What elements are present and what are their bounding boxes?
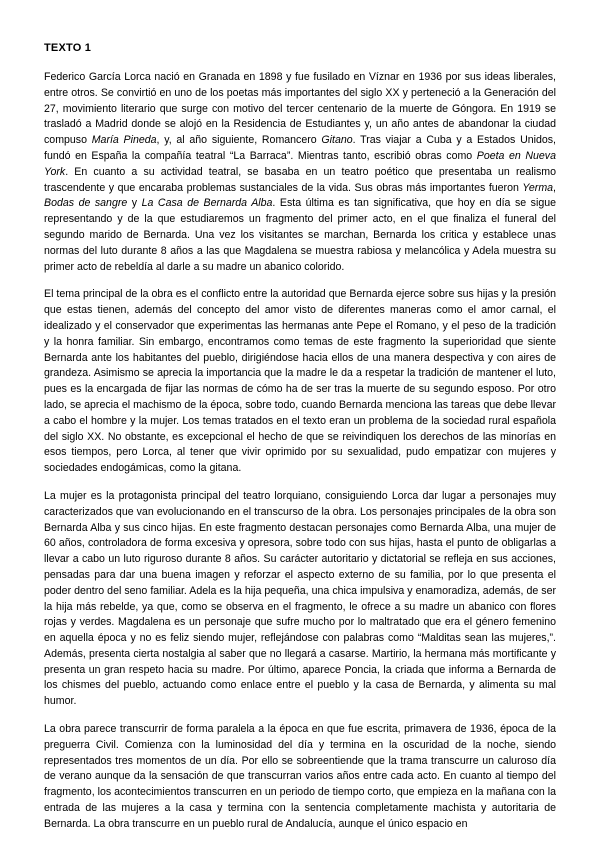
title-italic: María Pineda bbox=[91, 134, 157, 147]
title-italic: Gitano bbox=[321, 134, 353, 147]
text-run: y bbox=[127, 197, 142, 210]
title-italic: Bodas de sangre bbox=[44, 197, 128, 210]
text-run: La obra parece transcurrir de forma paralela a la época en que fue escrita, primavera de 1936, época de la preguerra Civil. Comienza con la luminosidad del día y termina en la oscuridad de la noche, siendo representados tres momentos de un día. Por ello se sobreentiende que la trama transcurre un caluroso día de verano aunque da la sensación de que transcurran varios años entre cada acto. En cuanto al tiempo del fragmento, los acontecimientos transcurren en un periodo de tiempo corto, que empieza en la mañana con la entrada de las mujeres a la casa y termina con la sentencia completamente machista y autoritaria de Bernarda. La obra transcurre en un pueblo rural de Andalucía, aunque el único espacio en bbox=[44, 723, 556, 830]
text-run: , bbox=[553, 181, 556, 194]
text-run: , y, al año siguiente, Romancero bbox=[156, 134, 322, 147]
title-italic: La Casa de Bernarda Alba bbox=[141, 197, 273, 210]
text-run: . Esta última es tan significativa, que hoy en día se sigue representando y de la que estudiaremos un fragmento del primer acto, en el que finaliza el funeral del segundo marido de Bernarda. Una vez los visitantes se marchan, Bernarda los critica y establece unas normas del luto durante 8 años a las que Magdalena se muestra rabiosa y melancólica y Adela muestra su primer acto de rebeldía al darle a su madre un abanico colorido. bbox=[44, 197, 556, 273]
text-run: . Tras viajar a Cuba y a Estados Unidos, fundó en España la compañía teatral “La Barraca”. Mientras tanto, escribió obras como bbox=[44, 134, 556, 162]
paragraph-4 bbox=[44, 722, 556, 833]
text-run: Federico García Lorca nació en Granada en 1898 y fue fusilado en Víznar en 1936 por sus ideas liberales, entre otros. Se convirtió en uno de los poetas más importantes del siglo XX y perteneció a la Generación del 27, movimiento literario que surge con motivo del tercer centenario de la muerte de Góngora. En 1919 se trasladó a Madrid donde se alojó en la Residencia de Estudiantes y, un año antes de abandonar la ciudad compuso bbox=[44, 71, 556, 147]
title-italic: Poeta en Nueva York bbox=[44, 149, 556, 178]
text-run: La mujer es la protagonista principal del teatro lorquiano, consiguiendo Lorca dar lugar a personajes muy caracterizados que van evolucionando en el transcurso de la obra. Los personajes principales de la obra son Bernarda Alba y sus cinco hijas. En este fragmento destacan personajes como Bernarda Alba, una mujer de 60 años, controladora de forma excesiva y opresora, sobre todo con sus hijas, hasta el punto de obligarlas a llevar a cabo un luto riguroso durante 8 años. Su carácter autoritario y dictatorial se refleja en sus acciones, pensadas para dar una buena imagen y reforzar el aspecto externo de su familia, por lo que presenta el poder dentro del seno familiar. Adela es la hija pequeña, una chica impulsiva y enamoradiza, además, de ser la hija más rebelde, ya que, como se observa en el fragmento, le ofrece a su madre un abanico con flores rojas y verdes. Magdalena es un personaje que sufre mucho por lo maltratado que era el género femenino en aquella época y no es feliz siendo mujer, reflejándose con palabras como “Malditas sean las mujeres,”. Además, presenta cierta nostalgia al saber que no llegará a casarse. Martirio, la hermana más mortificante y presenta un gran respeto hacia su madre. Por último, aparece Poncia, la criada que informa a Bernarda de los chismes del pueblo, actuando como enlace entre el pueblo y la casa de Bernarda, y alimenta su mal humor. bbox=[44, 489, 556, 708]
paragraph-1 bbox=[44, 70, 556, 275]
text-run: El tema principal de la obra es el conflicto entre la autoridad que Bernarda ejerce sobre sus hijas y la presión que estas tienen, además del concepto del amor visto de diferentes maneras como el amor carnal, el idealizado y el conservador que experimentas las hermanas ante Pepe el Romano, y el peso de la tradición y la honra familiar. Sin embargo, encontramos como temas de este fragmento la superioridad que siente Bernarda ante los habitantes del pueblo, dirigiéndose hacia ellos de una manera despectiva y con aires de grandeza. Asimismo se aprecia la importancia que la madre le da a respetar la tradición de mantener el luto, pues es la encargada de fijar las normas de cómo ha de ser tras la muerte de su segundo esposo. Por otro lado, se aprecia el machismo de la época, sobre todo, cuando Bernarda menciona las tareas que debe llevar a cabo el hombre y la mujer. Los temas tratados en el texto eran un problema de la sociedad rural española del siglo XX. No obstante, es excepcional el hecho de que se reivindiquen los derechos de las minorías en esos tiempos, pero Lorca, al tener que vivir oprimido por su sexualidad, pudo empatizar con mujeres y sociedades endogámicas, como la gitana. bbox=[44, 288, 556, 475]
text-run: . En cuanto a su actividad teatral, se basaba en un teatro poético que presentaba un realismo trascendente y que encaraba problemas sustanciales de la vida. Sus obras más importantes fueron bbox=[44, 165, 556, 194]
document-heading: TEXTO 1 bbox=[44, 42, 92, 54]
document-body bbox=[44, 70, 556, 845]
paragraph-3 bbox=[44, 489, 556, 710]
paragraph-2 bbox=[44, 287, 556, 477]
title-italic: Yerma bbox=[522, 181, 554, 194]
